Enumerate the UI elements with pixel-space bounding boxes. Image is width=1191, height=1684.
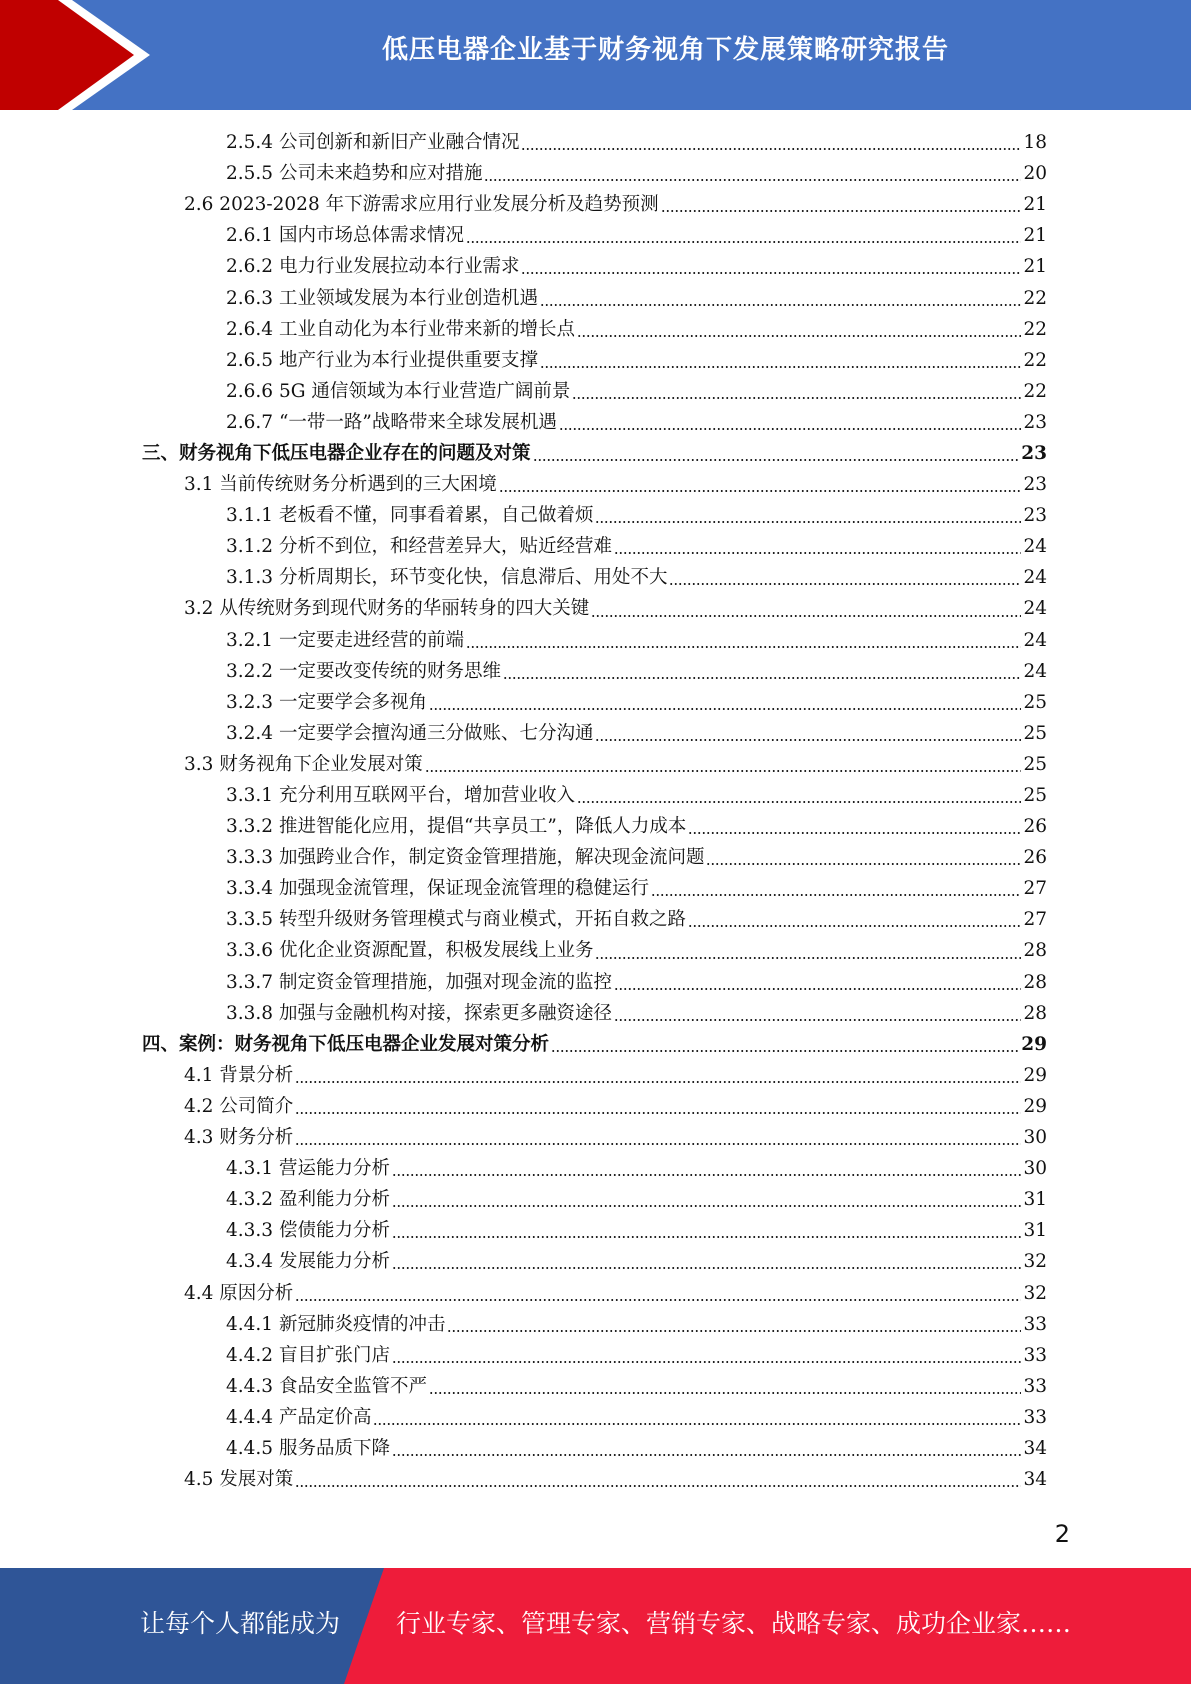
toc-entry-page: 26 bbox=[1023, 816, 1047, 838]
toc-entry-title: 3.2.3 一定要学会多视角 bbox=[226, 691, 427, 713]
toc-entry-title: 4.1 背景分析 bbox=[184, 1064, 294, 1086]
toc-entry-title: 3.3.2 推进智能化应用，提倡“共享员工”，降低人力成本 bbox=[226, 816, 687, 838]
toc-entry-title: 3.2.1 一定要走进经营的前端 bbox=[226, 629, 464, 651]
toc-entry-page: 31 bbox=[1023, 1220, 1047, 1242]
toc-entry-page: 24 bbox=[1023, 567, 1047, 589]
toc-entry-page: 23 bbox=[1023, 411, 1047, 433]
toc-dot-leader bbox=[614, 552, 1021, 554]
toc-entry[interactable] bbox=[0, 904, 1191, 935]
toc-entry-title: 3.3.7 制定资金管理措施，加强对现金流的监控 bbox=[226, 971, 612, 993]
toc-entry[interactable] bbox=[0, 935, 1191, 966]
toc-dot-leader bbox=[373, 1423, 1021, 1425]
toc-entry[interactable] bbox=[0, 1433, 1191, 1464]
toc-entry-page: 20 bbox=[1023, 163, 1047, 185]
toc-entry-title: 3.2.2 一定要改变传统的财务思维 bbox=[226, 660, 501, 682]
page-number: 2 bbox=[1054, 1520, 1070, 1548]
toc-dot-leader bbox=[447, 1330, 1021, 1332]
toc-entry-title: 4.4.5 服务品质下降 bbox=[226, 1437, 390, 1459]
toc-entry-page: 29 bbox=[1021, 1033, 1047, 1055]
toc-entry-title: 4.3.1 营运能力分析 bbox=[226, 1158, 390, 1180]
page-footer bbox=[0, 1568, 1191, 1684]
toc-entry-page: 26 bbox=[1023, 847, 1047, 869]
toc-entry-title: 4.4 原因分析 bbox=[184, 1282, 294, 1304]
toc-entry-page: 21 bbox=[1023, 194, 1047, 216]
toc-entry-title: 3.3 财务视角下企业发展对策 bbox=[184, 753, 423, 775]
toc-dot-leader bbox=[559, 428, 1022, 430]
toc-dot-leader bbox=[425, 770, 1022, 772]
toc-dot-leader bbox=[295, 1143, 1021, 1145]
toc-dot-leader bbox=[392, 1361, 1021, 1363]
toc-entry-title: 3.1 当前传统财务分析遇到的三大困境 bbox=[184, 474, 497, 496]
toc-entry[interactable] bbox=[0, 1309, 1191, 1340]
toc-entry-page: 28 bbox=[1023, 940, 1047, 962]
toc-entry[interactable] bbox=[0, 562, 1191, 593]
toc-entry-page: 25 bbox=[1023, 722, 1047, 744]
toc-entry[interactable] bbox=[0, 873, 1191, 904]
toc-dot-leader bbox=[521, 148, 1021, 150]
toc-entry[interactable] bbox=[0, 158, 1191, 189]
page-header bbox=[0, 0, 1191, 110]
toc-dot-leader bbox=[540, 304, 1021, 306]
toc-dot-leader bbox=[429, 1392, 1021, 1394]
toc-entry[interactable] bbox=[0, 469, 1191, 500]
toc-entry-page: 21 bbox=[1023, 225, 1047, 247]
toc-entry-page: 32 bbox=[1023, 1251, 1047, 1273]
footer-slogan-right: 行业专家、管理专家、营销专家、战略专家、成功企业家…… bbox=[396, 1609, 1072, 1638]
header-arrow-decoration bbox=[0, 0, 160, 110]
toc-dot-leader bbox=[688, 925, 1021, 927]
toc-entry-page: 23 bbox=[1023, 474, 1047, 496]
toc-entry[interactable] bbox=[0, 1246, 1191, 1277]
toc-dot-leader bbox=[595, 521, 1021, 523]
toc-entry-page: 29 bbox=[1023, 1095, 1047, 1117]
toc-entry-title: 4.3.4 发展能力分析 bbox=[226, 1251, 390, 1273]
toc-entry-title: 3.3.8 加强与金融机构对接，探索更多融资途径 bbox=[226, 1002, 612, 1024]
toc-dot-leader bbox=[466, 646, 1021, 648]
toc-dot-leader bbox=[577, 801, 1021, 803]
toc-entry-title: 4.4.4 产品定价高 bbox=[226, 1406, 372, 1428]
toc-dot-leader bbox=[392, 1236, 1021, 1238]
toc-entry[interactable] bbox=[0, 842, 1191, 873]
toc-entry-title: 2.6.5 地产行业为本行业提供重要支撑 bbox=[226, 349, 538, 371]
toc-entry-page: 25 bbox=[1023, 753, 1047, 775]
toc-entry-page: 33 bbox=[1023, 1313, 1047, 1335]
toc-entry[interactable] bbox=[0, 314, 1191, 345]
toc-entry-title: 4.4.2 盲目扩张门店 bbox=[226, 1344, 390, 1366]
toc-entry-page: 30 bbox=[1023, 1127, 1047, 1149]
toc-entry[interactable] bbox=[0, 687, 1191, 718]
toc-dot-leader bbox=[595, 739, 1021, 741]
toc-entry-title: 2.6.6 5G 通信领域为本行业营造广阔前景 bbox=[226, 380, 571, 402]
toc-dot-leader bbox=[392, 1267, 1021, 1269]
toc-entry-title: 4.3 财务分析 bbox=[184, 1127, 294, 1149]
toc-entry[interactable] bbox=[0, 189, 1191, 220]
toc-entry-title: 3.3.5 转型升级财务管理模式与商业模式，开拓自救之路 bbox=[226, 909, 686, 931]
toc-entry-title: 3.3.3 加强跨业合作，制定资金管理措施，解决现金流问题 bbox=[226, 847, 705, 869]
toc-entry-title: 3.3.4 加强现金流管理，保证现金流管理的稳健运行 bbox=[226, 878, 649, 900]
toc-entry[interactable] bbox=[0, 656, 1191, 687]
toc-entry-page: 30 bbox=[1023, 1158, 1047, 1180]
toc-entry-page: 23 bbox=[1021, 442, 1047, 464]
toc-dot-leader bbox=[651, 894, 1021, 896]
toc-entry[interactable] bbox=[0, 749, 1191, 780]
toc-entry[interactable] bbox=[0, 811, 1191, 842]
toc-entry-title: 2.5.5 公司未来趋势和应对措施 bbox=[226, 163, 483, 185]
toc-entry[interactable] bbox=[0, 1091, 1191, 1122]
toc-entry-title: 2.6.1 国内市场总体需求情况 bbox=[226, 225, 464, 247]
toc-entry-title: 4.3.2 盈利能力分析 bbox=[226, 1189, 390, 1211]
toc-dot-leader bbox=[392, 1205, 1021, 1207]
toc-entry[interactable] bbox=[0, 376, 1191, 407]
toc-entry-page: 22 bbox=[1023, 380, 1047, 402]
toc-dot-leader bbox=[295, 1485, 1021, 1487]
toc-dot-leader bbox=[540, 366, 1021, 368]
toc-entry-page: 32 bbox=[1023, 1282, 1047, 1304]
toc-dot-leader bbox=[295, 1112, 1021, 1114]
toc-dot-leader bbox=[429, 708, 1021, 710]
toc-entry-page: 27 bbox=[1023, 878, 1047, 900]
toc-dot-leader bbox=[503, 677, 1021, 679]
toc-entry[interactable] bbox=[0, 500, 1191, 531]
toc-entry-title: 3.1.3 分析周期长，环节变化快，信息滞后、用处不大 bbox=[226, 567, 668, 589]
toc-entry-title: 2.6.4 工业自动化为本行业带来新的增长点 bbox=[226, 318, 575, 340]
toc-entry[interactable] bbox=[0, 1402, 1191, 1433]
toc-dot-leader bbox=[572, 397, 1021, 399]
toc-entry[interactable] bbox=[0, 407, 1191, 438]
toc-dot-leader bbox=[295, 1081, 1021, 1083]
toc-entry[interactable] bbox=[0, 438, 1191, 469]
toc-entry-page: 22 bbox=[1023, 349, 1047, 371]
toc-dot-leader bbox=[706, 863, 1021, 865]
toc-dot-leader bbox=[614, 1019, 1021, 1021]
toc-entry[interactable] bbox=[0, 220, 1191, 251]
toc-entry-page: 24 bbox=[1023, 598, 1047, 620]
toc-entry[interactable] bbox=[0, 593, 1191, 624]
toc-entry[interactable] bbox=[0, 1060, 1191, 1091]
toc-entry[interactable] bbox=[0, 967, 1191, 998]
toc-entry[interactable] bbox=[0, 531, 1191, 562]
toc-entry-title: 4.4.1 新冠肺炎疫情的冲击 bbox=[226, 1313, 446, 1335]
toc-entry[interactable] bbox=[0, 282, 1191, 313]
toc-entry-page: 34 bbox=[1023, 1469, 1047, 1491]
toc-entry-page: 27 bbox=[1023, 909, 1047, 931]
toc-entry[interactable] bbox=[0, 625, 1191, 656]
toc-entry-title: 2.6 2023-2028 年下游需求应用行业发展分析及趋势预测 bbox=[184, 194, 659, 216]
toc-entry-title: 3.2 从传统财务到现代财务的华丽转身的四大关键 bbox=[184, 598, 590, 620]
toc-entry[interactable] bbox=[0, 1215, 1191, 1246]
toc-entry-page: 23 bbox=[1023, 505, 1047, 527]
toc-dot-leader bbox=[466, 241, 1021, 243]
toc-dot-leader bbox=[533, 459, 1020, 461]
toc-dot-leader bbox=[669, 583, 1021, 585]
toc-entry-page: 33 bbox=[1023, 1344, 1047, 1366]
toc-entry-page: 34 bbox=[1023, 1437, 1047, 1459]
toc-entry-page: 25 bbox=[1023, 691, 1047, 713]
toc-dot-leader bbox=[484, 179, 1021, 181]
toc-entry-title: 三、财务视角下低压电器企业存在的问题及对策 bbox=[142, 442, 531, 464]
table-of-contents bbox=[0, 127, 1191, 1495]
toc-dot-leader bbox=[614, 988, 1021, 990]
toc-dot-leader bbox=[661, 210, 1022, 212]
toc-dot-leader bbox=[295, 1299, 1021, 1301]
toc-dot-leader bbox=[551, 1050, 1019, 1052]
toc-entry-page: 24 bbox=[1023, 660, 1047, 682]
toc-dot-leader bbox=[521, 272, 1021, 274]
toc-entry-page: 22 bbox=[1023, 318, 1047, 340]
toc-entry-title: 2.6.3 工业领域发展为本行业创造机遇 bbox=[226, 287, 538, 309]
toc-entry-page: 33 bbox=[1023, 1406, 1047, 1428]
toc-entry-title: 3.3.1 充分利用互联网平台，增加营业收入 bbox=[226, 785, 575, 807]
toc-dot-leader bbox=[499, 490, 1022, 492]
toc-entry-title: 4.5 发展对策 bbox=[184, 1469, 294, 1491]
footer-slogan-left: 让每个人都能成为 bbox=[140, 1609, 341, 1638]
toc-entry[interactable] bbox=[0, 718, 1191, 749]
toc-entry-title: 4.2 公司简介 bbox=[184, 1095, 294, 1117]
toc-entry-page: 24 bbox=[1023, 536, 1047, 558]
toc-entry[interactable] bbox=[0, 345, 1191, 376]
toc-entry-title: 3.1.2 分析不到位，和经营差异大，贴近经营难 bbox=[226, 536, 612, 558]
toc-entry[interactable] bbox=[0, 1122, 1191, 1153]
toc-dot-leader bbox=[577, 335, 1021, 337]
toc-entry-page: 29 bbox=[1023, 1064, 1047, 1086]
toc-entry-page: 21 bbox=[1023, 256, 1047, 278]
toc-entry-title: 3.2.4 一定要学会擅沟通三分做账、七分沟通 bbox=[226, 722, 594, 744]
toc-entry[interactable] bbox=[0, 1029, 1191, 1060]
toc-entry[interactable] bbox=[0, 1340, 1191, 1371]
toc-entry-page: 33 bbox=[1023, 1375, 1047, 1397]
toc-entry-page: 18 bbox=[1023, 132, 1047, 154]
toc-dot-leader bbox=[392, 1454, 1021, 1456]
toc-entry-page: 28 bbox=[1023, 971, 1047, 993]
toc-entry[interactable] bbox=[0, 1464, 1191, 1495]
toc-entry-title: 2.6.7 “一带一路”战略带来全球发展机遇 bbox=[226, 411, 557, 433]
toc-entry-title: 2.5.4 公司创新和新旧产业融合情况 bbox=[226, 132, 520, 154]
toc-dot-leader bbox=[688, 832, 1021, 834]
toc-entry[interactable] bbox=[0, 1277, 1191, 1308]
toc-entry-title: 四、案例：财务视角下低压电器企业发展对策分析 bbox=[142, 1033, 550, 1055]
toc-entry[interactable] bbox=[0, 1371, 1191, 1402]
toc-entry[interactable] bbox=[0, 780, 1191, 811]
toc-dot-leader bbox=[392, 1174, 1021, 1176]
toc-entry[interactable] bbox=[0, 998, 1191, 1029]
toc-entry-page: 22 bbox=[1023, 287, 1047, 309]
toc-entry-title: 3.1.1 老板看不懂，同事看着累，自己做着烦 bbox=[226, 505, 594, 527]
toc-entry-title: 4.3.3 偿债能力分析 bbox=[226, 1220, 390, 1242]
toc-dot-leader bbox=[591, 615, 1021, 617]
toc-entry[interactable] bbox=[0, 1184, 1191, 1215]
toc-entry[interactable] bbox=[0, 1153, 1191, 1184]
toc-entry-title: 3.3.6 优化企业资源配置，积极发展线上业务 bbox=[226, 940, 594, 962]
toc-entry-page: 25 bbox=[1023, 785, 1047, 807]
header-title: 低压电器企业基于财务视角下发展策略研究报告 bbox=[381, 35, 949, 65]
toc-entry[interactable] bbox=[0, 251, 1191, 282]
toc-entry-page: 28 bbox=[1023, 1002, 1047, 1024]
toc-dot-leader bbox=[595, 957, 1021, 959]
toc-entry-page: 31 bbox=[1023, 1189, 1047, 1211]
toc-entry-title: 4.4.3 食品安全监管不严 bbox=[226, 1375, 427, 1397]
toc-entry[interactable] bbox=[0, 127, 1191, 158]
toc-entry-page: 24 bbox=[1023, 629, 1047, 651]
toc-entry-title: 2.6.2 电力行业发展拉动本行业需求 bbox=[226, 256, 520, 278]
